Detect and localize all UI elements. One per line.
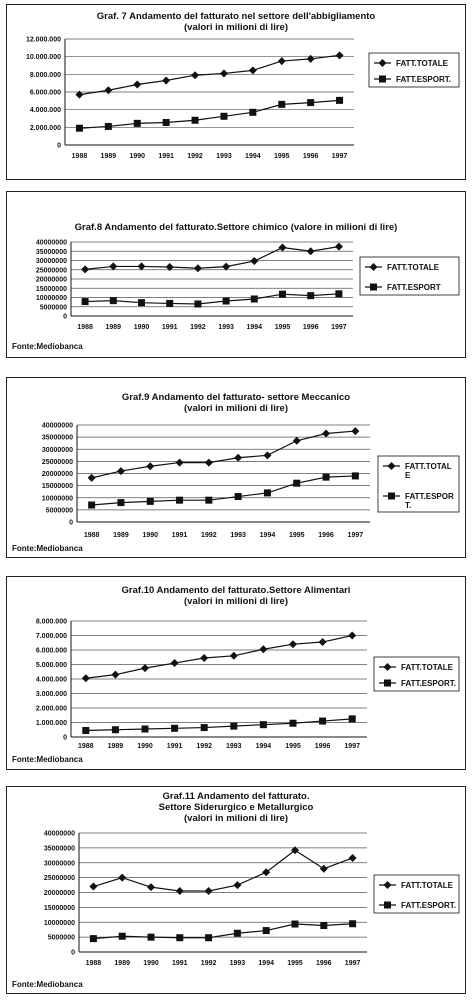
data-point — [205, 934, 212, 941]
chart-title-line: (valori in milioni di lire) — [184, 813, 288, 824]
legend-marker — [379, 59, 387, 67]
data-point — [205, 459, 213, 467]
x-tick-label: 1995 — [287, 960, 303, 967]
y-tick-label: 7.000.000 — [35, 633, 67, 640]
y-tick-label: 25000000 — [43, 875, 75, 883]
y-tick-label: 2.000.000 — [35, 705, 67, 713]
legend-label: FATT.TOTAL — [405, 462, 452, 471]
x-tick-label: 1991 — [166, 743, 183, 750]
x-tick-label: 1996 — [318, 532, 334, 539]
x-tick-label: 1990 — [133, 324, 150, 331]
y-tick-label: 0 — [69, 519, 73, 527]
series-line — [93, 924, 352, 939]
legend-marker — [370, 284, 377, 291]
legend-marker — [370, 263, 378, 271]
data-point — [259, 645, 267, 653]
data-point — [205, 497, 212, 504]
data-point — [112, 726, 119, 733]
x-tick-label: 1995 — [273, 153, 290, 160]
legend-label: FATT.TOTALE — [401, 663, 453, 672]
x-tick-label: 1988 — [78, 743, 94, 750]
x-tick-label: 1991 — [161, 324, 178, 331]
x-tick-label: 1994 — [258, 960, 274, 967]
data-point — [162, 77, 170, 85]
data-point — [171, 659, 179, 667]
chart-panel-graf-9 — [6, 377, 466, 558]
data-point — [349, 715, 356, 722]
y-tick-label: 4.000.000 — [35, 676, 67, 684]
chart-panel-graf-7 — [6, 4, 466, 180]
series-line — [85, 294, 339, 304]
data-point — [138, 262, 146, 270]
series-line — [79, 55, 339, 94]
chart-source: Fonte:Mediobanca — [12, 544, 83, 553]
x-tick-label: 1992 — [201, 532, 217, 539]
data-point — [176, 497, 183, 504]
data-point — [293, 437, 301, 445]
data-point — [82, 298, 89, 305]
y-tick-label: 40000000 — [35, 239, 67, 247]
x-tick-label: 1996 — [314, 743, 331, 750]
series-line — [86, 636, 352, 679]
data-point — [233, 881, 241, 889]
data-point — [249, 109, 256, 116]
y-tick-label: 35000000 — [35, 248, 67, 256]
y-tick-label: 30000000 — [43, 860, 75, 868]
chart-graf-8 — [7, 192, 465, 357]
data-point — [234, 930, 241, 937]
y-tick-label: 0 — [63, 313, 67, 321]
x-tick-label: 1990 — [129, 153, 146, 160]
data-point — [290, 720, 297, 727]
data-point — [76, 125, 83, 132]
x-tick-label: 1997 — [344, 960, 361, 967]
data-point — [307, 247, 315, 255]
y-tick-label: 40000000 — [41, 422, 73, 430]
x-tick-label: 1991 — [171, 532, 188, 539]
data-point — [319, 638, 327, 646]
chart-graf-7 — [7, 5, 465, 179]
y-tick-label: 10.000.000 — [25, 54, 61, 62]
series-line — [92, 476, 356, 505]
x-tick-label: 1989 — [114, 960, 130, 967]
data-point — [163, 119, 170, 126]
y-tick-label: 35000000 — [43, 845, 75, 853]
chart-title-line: Graf. 7 Andamento del fatturato nel settore dell'abbigliamento — [96, 11, 376, 22]
data-point — [81, 265, 89, 273]
x-tick-label: 1991 — [158, 153, 174, 160]
data-point — [263, 451, 271, 459]
x-tick-label: 1989 — [100, 153, 117, 160]
data-point — [263, 927, 270, 934]
data-point — [349, 920, 356, 927]
chart-title-line: Settore Siderurgico e Metallurgico — [158, 802, 314, 813]
x-tick-label: 1994 — [255, 743, 272, 750]
data-point — [351, 427, 359, 435]
x-tick-label: 1995 — [285, 743, 301, 750]
data-point — [147, 883, 155, 891]
data-point — [278, 101, 285, 108]
data-point — [292, 921, 299, 928]
legend-marker — [384, 902, 391, 909]
x-tick-label: 1988 — [83, 532, 100, 539]
y-tick-label: 20000000 — [41, 471, 73, 478]
x-tick-label: 1993 — [218, 324, 234, 331]
y-tick-label: 15000000 — [41, 483, 73, 491]
data-point — [352, 472, 359, 479]
y-tick-label: 5.000.000 — [35, 662, 67, 669]
x-tick-label: 1988 — [71, 153, 88, 160]
data-point — [320, 865, 328, 873]
chart-title-line: Graf.11 Andamento del fatturato. — [162, 791, 310, 802]
data-point — [307, 55, 315, 63]
legend-marker — [388, 462, 396, 470]
chart-title-line: (valori in milioni di lire) — [184, 403, 288, 414]
x-tick-label: 1991 — [172, 960, 188, 967]
y-tick-label: 12.000.000 — [25, 36, 61, 44]
y-tick-label: 35000000 — [41, 434, 73, 442]
data-point — [111, 671, 119, 679]
data-point — [264, 489, 271, 496]
y-tick-label: 8.000.000 — [29, 71, 61, 79]
y-tick-label: 5000000 — [47, 934, 75, 942]
x-tick-label: 1993 — [229, 960, 246, 967]
y-tick-label: 20000000 — [35, 276, 67, 284]
data-point — [88, 474, 96, 482]
data-point — [234, 454, 242, 462]
y-tick-label: 15000000 — [35, 285, 67, 293]
data-point — [230, 652, 238, 660]
data-point — [250, 257, 258, 265]
y-tick-label: 1.000.000 — [35, 720, 67, 727]
chart-title-line: (valori in milioni di lire) — [184, 596, 288, 607]
data-point — [146, 462, 154, 470]
y-tick-label: 6.000.000 — [35, 647, 67, 655]
chart-source: Fonte:Mediobanca — [12, 980, 83, 989]
y-tick-label: 0 — [63, 734, 67, 742]
data-point — [88, 502, 95, 509]
data-point — [251, 295, 258, 302]
x-tick-label: 1997 — [347, 532, 364, 539]
data-point — [289, 640, 297, 648]
legend-label: FATT.TOTALE — [387, 263, 439, 272]
data-point — [319, 718, 326, 725]
legend-label: FATT.TOTALE — [401, 881, 453, 890]
chart-panel-graf-8 — [6, 191, 466, 358]
data-point — [235, 493, 242, 500]
data-point — [307, 292, 314, 299]
data-point — [323, 474, 330, 481]
x-tick-label: 1996 — [316, 960, 332, 967]
data-point — [119, 933, 126, 940]
data-point — [109, 262, 117, 270]
y-tick-label: 10000000 — [35, 295, 67, 302]
x-tick-label: 1988 — [85, 960, 102, 967]
x-tick-label: 1996 — [302, 153, 319, 160]
y-tick-label: 20000000 — [43, 890, 75, 897]
legend-label: FATT.TOTALE — [396, 59, 448, 68]
legend-marker — [384, 663, 392, 671]
series-line — [79, 100, 339, 128]
y-tick-label: 5000000 — [45, 507, 73, 515]
data-point — [220, 69, 228, 77]
data-point — [293, 480, 300, 487]
data-point — [82, 727, 89, 734]
data-point — [90, 935, 97, 942]
data-point — [200, 654, 208, 662]
data-point — [320, 922, 327, 929]
y-tick-label: 25000000 — [35, 267, 67, 275]
x-tick-label: 1992 — [200, 960, 217, 967]
x-tick-label: 1993 — [230, 532, 246, 539]
x-tick-label: 1992 — [190, 324, 206, 331]
data-point — [176, 887, 184, 895]
chart-title-line: Graf.10 Andamento del fatturato.Settore Alimentari — [121, 585, 351, 596]
data-point — [220, 113, 227, 120]
legend-label: FATT.ESPORT. — [396, 75, 451, 84]
chart-graf-9 — [7, 378, 465, 557]
data-point — [110, 297, 117, 304]
x-tick-label: 1994 — [246, 324, 263, 331]
y-tick-label: 4.000.000 — [29, 107, 61, 115]
data-point — [171, 725, 178, 732]
data-point — [192, 117, 199, 124]
data-point — [142, 726, 149, 733]
chart-panel-graf-10 — [6, 576, 466, 770]
legend-label: FATT.ESPORT — [387, 283, 441, 292]
data-point — [117, 467, 125, 475]
legend-label: FATT.ESPORT. — [401, 901, 456, 910]
data-point — [307, 99, 314, 106]
x-tick-label: 1997 — [344, 743, 360, 750]
data-point — [191, 71, 199, 79]
data-point — [141, 664, 149, 672]
legend-label: FATT.ESPOR — [405, 492, 454, 501]
legend-label: E — [405, 471, 411, 480]
y-tick-label: 30000000 — [35, 258, 67, 265]
x-tick-label: 1989 — [113, 532, 129, 539]
x-tick-label: 1995 — [288, 532, 305, 539]
data-point — [348, 632, 356, 640]
data-point — [138, 299, 145, 306]
x-tick-label: 1997 — [331, 153, 348, 160]
data-point — [105, 123, 112, 130]
legend-label: T. — [405, 501, 412, 510]
y-tick-label: 0 — [71, 949, 75, 957]
data-point — [336, 51, 344, 59]
legend-marker — [384, 881, 392, 889]
x-tick-label: 1990 — [143, 960, 159, 967]
data-point — [322, 429, 330, 437]
y-tick-label: 15000000 — [43, 904, 75, 912]
y-tick-label: 25000000 — [41, 458, 73, 466]
data-point — [194, 264, 202, 272]
data-point — [278, 57, 286, 65]
data-point — [223, 298, 230, 305]
x-tick-label: 1988 — [77, 324, 93, 331]
y-tick-label: 10000000 — [43, 919, 75, 927]
y-tick-label: 8.000.000 — [35, 618, 67, 626]
data-point — [335, 290, 342, 297]
data-point — [104, 86, 112, 94]
x-tick-label: 1997 — [331, 324, 347, 331]
series-line — [93, 850, 352, 891]
series-line — [86, 719, 352, 731]
x-tick-label: 1993 — [216, 153, 232, 160]
x-tick-label: 1989 — [107, 743, 124, 750]
data-point — [118, 874, 126, 882]
data-point — [230, 723, 237, 730]
data-point — [176, 459, 184, 467]
chart-graf-10 — [7, 577, 465, 769]
series-line — [92, 431, 356, 478]
x-tick-label: 1990 — [142, 532, 159, 539]
chart-graf-11 — [7, 787, 465, 993]
data-point — [134, 120, 141, 127]
chart-source: Fonte:Mediobanca — [12, 755, 83, 764]
data-point — [194, 300, 201, 307]
legend-marker — [384, 680, 391, 687]
chart-panel-graf-11 — [6, 786, 466, 994]
data-point — [147, 498, 154, 505]
x-tick-label: 1994 — [245, 153, 261, 160]
y-tick-label: 10000000 — [41, 495, 73, 503]
chart-source: Fonte:Mediobanca — [12, 342, 83, 351]
y-tick-label: 5000000 — [39, 304, 67, 312]
y-tick-label: 6.000.000 — [29, 89, 61, 97]
data-point — [336, 97, 343, 104]
legend-label: FATT.ESPORT. — [401, 679, 456, 688]
data-point — [82, 674, 90, 682]
data-point — [176, 934, 183, 941]
data-point — [279, 291, 286, 298]
x-tick-label: 1990 — [137, 743, 153, 750]
series-line — [85, 247, 339, 270]
legend-marker — [388, 493, 395, 500]
x-tick-label: 1994 — [259, 532, 276, 539]
y-tick-label: 3.000.000 — [35, 691, 67, 698]
x-tick-label: 1993 — [226, 743, 242, 750]
x-tick-label: 1996 — [302, 324, 319, 331]
y-tick-label: 2.000.000 — [29, 124, 61, 132]
data-point — [260, 721, 267, 728]
x-tick-label: 1995 — [274, 324, 291, 331]
chart-title-line: Graf.8 Andamento del fatturato.Settore chimico (valore in milioni di lire) — [74, 222, 398, 233]
x-tick-label: 1992 — [196, 743, 212, 750]
y-tick-label: 0 — [57, 142, 61, 150]
data-point — [205, 887, 213, 895]
data-point — [249, 66, 257, 74]
data-point — [335, 243, 343, 251]
data-point — [89, 883, 97, 891]
data-point — [166, 300, 173, 307]
y-tick-label: 30000000 — [41, 446, 73, 454]
data-point — [133, 80, 141, 88]
chart-title-line: (valori in milioni di lire) — [184, 22, 288, 33]
data-point — [201, 724, 208, 731]
data-point — [279, 244, 287, 252]
legend-marker — [379, 76, 386, 83]
data-point — [349, 854, 357, 862]
data-point — [117, 499, 124, 506]
y-tick-label: 40000000 — [43, 830, 75, 838]
x-tick-label: 1989 — [105, 324, 122, 331]
data-point — [148, 934, 155, 941]
chart-title-line: Graf.9 Andamento del fatturato- settore Meccanico — [121, 392, 351, 403]
x-tick-label: 1992 — [187, 153, 203, 160]
